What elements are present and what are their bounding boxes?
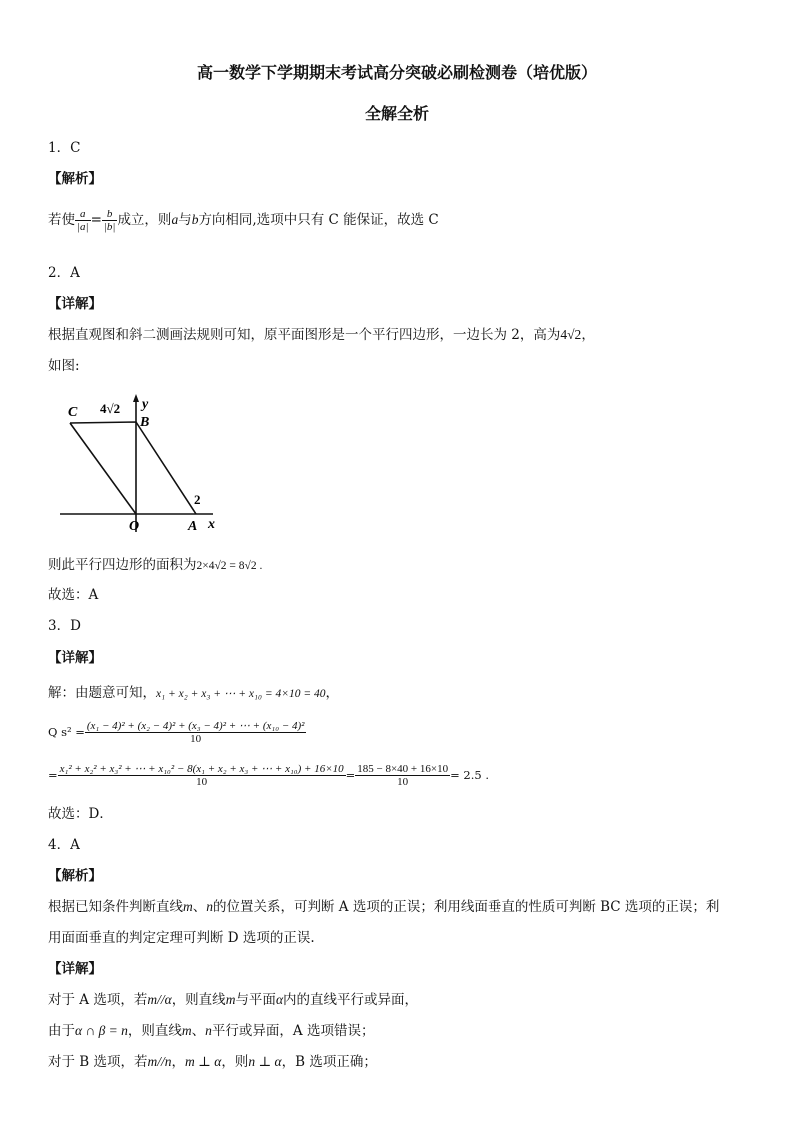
q3-eq2-num: x₁² + x₂² + x₃² + ⋯ + x₁₀² − 8(x₁ + x₂ + x₃ + ⋯ + x₁₀) + 16×10 bbox=[59, 763, 344, 775]
q4-b-n: n bbox=[205, 1023, 212, 1038]
q4-a-mid: ，则直线 bbox=[171, 992, 226, 1008]
q3-eq2-frac bbox=[58, 763, 346, 788]
q3-line1-lead: 解：由题意可知， bbox=[48, 685, 156, 701]
q4-para1-text: 根据已知条件判断直线 bbox=[48, 899, 183, 915]
parallelogram-upper bbox=[70, 422, 196, 514]
q4-a-lead: 对于 A 选项，若 bbox=[48, 992, 148, 1008]
q4-c-expr2: m ⊥ α bbox=[185, 1054, 222, 1069]
q1-answer: 1．C bbox=[48, 140, 81, 156]
q4-para2: 用面面垂直的判定定理可判断 D 选项的正误. bbox=[48, 930, 315, 946]
q4-c-end: ，B 选项正确； bbox=[281, 1054, 377, 1070]
q4-a-expr: m//α bbox=[147, 992, 172, 1007]
q4-option-b-line bbox=[48, 1053, 377, 1071]
q2-area-line bbox=[48, 556, 262, 575]
q3-line1-expr: x₁ + x₂ + x₃ + ⋯ + x₁₀ = 4×10 = 40 bbox=[156, 688, 326, 700]
label-x: x bbox=[208, 517, 215, 532]
q3-section-label: 【详解】 bbox=[48, 650, 102, 666]
q4-a-m: m bbox=[225, 992, 236, 1007]
q1-frac-b-den: |b| bbox=[103, 221, 116, 233]
q3-eq2-mid: = bbox=[345, 768, 356, 782]
q3-line1-end: ， bbox=[325, 685, 339, 701]
q2-line1 bbox=[48, 326, 595, 344]
q1-frac-a-num: a bbox=[75, 208, 91, 221]
q1-text-end: 方向相同,选项中只有 C 能保证，故选 C bbox=[198, 212, 439, 228]
page-title: 高一数学下学期期末考试高分突破必刷检测卷（培优版） bbox=[196, 63, 597, 82]
q3-eq2-den: 10 bbox=[196, 776, 208, 788]
page-subtitle: 全解全析 bbox=[364, 104, 429, 123]
label-a: A bbox=[188, 519, 198, 532]
q4-para1-end: 的位置关系，可判断 A 选项的正误；利用线面垂直的性质可判断 BC 选项的正误；利 bbox=[213, 899, 720, 915]
label-o: O bbox=[129, 519, 140, 532]
q4-b-sep: 、 bbox=[191, 1023, 206, 1039]
q3-eq2-frac2 bbox=[355, 763, 450, 788]
q4-a-mid2: 与平面 bbox=[235, 992, 276, 1008]
q4-sep: 、 bbox=[192, 899, 207, 915]
label-side-length: 2 bbox=[194, 492, 201, 507]
q4-b-m: m bbox=[181, 1023, 192, 1038]
q3-eq2-den2: 10 bbox=[397, 776, 409, 788]
q1-frac-b bbox=[102, 208, 118, 233]
q4-c-mid: ，则 bbox=[221, 1054, 249, 1070]
q3-s2-num: (x₁ − 4)² + (x₂ − 4)² + (x₃ − 4)² + ⋯ + (x₁₀ − 4)² bbox=[86, 720, 305, 732]
label-c: C bbox=[68, 405, 78, 420]
q1-frac-a-den: |a| bbox=[77, 221, 89, 233]
q4-para1 bbox=[48, 898, 719, 916]
q3-choice: 故选：D． bbox=[48, 806, 113, 822]
q4-b-mid: ，则直线 bbox=[127, 1023, 182, 1039]
label-top-length: 4√2 bbox=[100, 401, 121, 416]
q1-vec-b: b bbox=[191, 212, 199, 227]
q4-option-a-line bbox=[48, 991, 418, 1009]
q2-choice: 故选：A bbox=[48, 587, 99, 603]
q4-c-comma: ， bbox=[171, 1054, 186, 1070]
q3-line1 bbox=[48, 684, 339, 703]
q4-b-expr: α ∩ β = n bbox=[75, 1023, 128, 1038]
q4-b-end: 平行或异面，A 选项错误； bbox=[211, 1023, 375, 1039]
q3-eq2-lead: = bbox=[48, 768, 58, 782]
q4-m: m bbox=[183, 899, 193, 914]
q2-line1-end: ， bbox=[581, 327, 595, 343]
q4-section-label-analysis: 【解析】 bbox=[48, 868, 102, 884]
label-b: B bbox=[140, 415, 150, 430]
q2-answer: 2．A bbox=[48, 265, 80, 281]
q4-a-alpha: α bbox=[275, 992, 284, 1007]
q4-b-lead: 由于 bbox=[48, 1023, 75, 1039]
q4-c-expr1: m//n bbox=[147, 1054, 172, 1069]
label-y: y bbox=[142, 397, 149, 412]
q4-answer: 4．A bbox=[48, 837, 80, 853]
q1-frac-b-num: b bbox=[102, 208, 118, 221]
q2-line2: 如图: bbox=[48, 358, 80, 374]
q2-area-text: 则此平行四边形的面积为 bbox=[48, 557, 197, 573]
q1-with: 与 bbox=[178, 212, 192, 228]
q4-section-label-detail: 【详解】 bbox=[48, 961, 102, 977]
q3-expand-line bbox=[48, 763, 489, 788]
q3-s2-den: 10 bbox=[190, 733, 202, 745]
q1-text-mid: 成立，则 bbox=[117, 212, 172, 228]
q1-frac-a bbox=[75, 208, 91, 233]
q2-area-expr: 2×4√2 = 8√2 . bbox=[196, 560, 263, 572]
q3-s2-frac bbox=[85, 720, 307, 745]
q3-answer: 3．D bbox=[48, 618, 81, 634]
q2-line1-value: 4√2 bbox=[560, 327, 582, 342]
q1-vec-a: a bbox=[171, 212, 179, 227]
q3-eq2-num2: 185 − 8×40 + 16×10 bbox=[357, 763, 449, 775]
q4-a-end: 内的直线平行或异面， bbox=[283, 992, 419, 1008]
q1-section-label: 【解析】 bbox=[48, 171, 102, 187]
q2-section-label: 【详解】 bbox=[48, 296, 102, 312]
q4-intersection-line bbox=[48, 1022, 374, 1040]
q1-lead: 若使 bbox=[48, 212, 75, 228]
q3-s2-lead: Q s² = bbox=[48, 725, 85, 739]
q4-c-expr3: n ⊥ α bbox=[248, 1054, 282, 1069]
q4-c-lead: 对于 B 选项，若 bbox=[48, 1054, 148, 1070]
q2-line1-text: 根据直观图和斜二测画法规则可知，原平面图形是一个平行四边形，一边长为 2，高为 bbox=[48, 327, 561, 343]
q3-eq2-end: = 2.5 . bbox=[450, 768, 489, 782]
q1-explanation: 若使 $\frac{a}{|a|}$ = $\frac{b}{|b|}$ 成立，则a与b方向相同,选项中只有 C 能保证，故选 C bbox=[48, 208, 439, 233]
q4-n: n bbox=[206, 899, 213, 914]
parallelogram-figure bbox=[58, 392, 228, 532]
parallelogram-left-side bbox=[70, 423, 136, 514]
y-axis-arrow bbox=[133, 394, 139, 402]
q3-variance-line bbox=[48, 720, 306, 745]
